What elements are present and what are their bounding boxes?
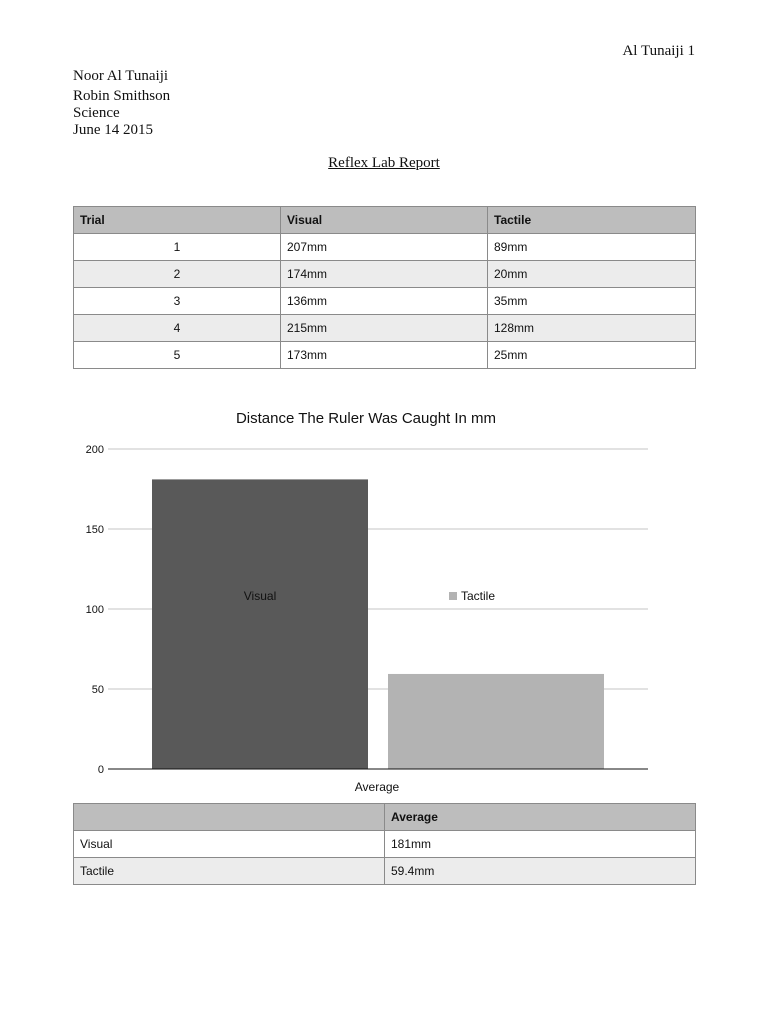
bar-tactile	[388, 674, 604, 769]
tactile-value: 25mm	[488, 342, 696, 369]
y-tick-label: 50	[91, 684, 104, 696]
tactile-value: 128mm	[488, 315, 696, 342]
header-tactile: Tactile	[488, 207, 696, 234]
measure-label: Visual	[74, 831, 385, 858]
y-tick-label: 0	[97, 764, 104, 776]
header-trial: Trial	[74, 207, 281, 234]
trial-number: 4	[74, 315, 281, 342]
visual-value: 173mm	[281, 342, 488, 369]
trial-number: 3	[74, 288, 281, 315]
header-average: Average	[385, 804, 696, 831]
trial-table-header-row	[74, 207, 696, 234]
header-visual: Visual	[281, 207, 488, 234]
tactile-value: 35mm	[488, 288, 696, 315]
chart-svg	[60, 400, 680, 800]
y-tick-label: 150	[85, 524, 104, 536]
x-axis-label: Average	[354, 780, 400, 794]
legend-label-tactile: Tactile	[461, 589, 496, 603]
average-table	[73, 803, 696, 885]
trial-number: 1	[74, 234, 281, 261]
table-row	[74, 315, 696, 342]
subject-name: Science	[73, 105, 120, 121]
average-table-header-row	[74, 804, 696, 831]
author-block	[73, 68, 170, 139]
table-row	[74, 261, 696, 288]
chart-title: Distance The Ruler Was Caught In mm	[235, 410, 497, 427]
table-row	[74, 831, 696, 858]
trial-number: 5	[74, 342, 281, 369]
visual-value: 136mm	[281, 288, 488, 315]
y-tick-label: 100	[85, 604, 104, 616]
header-blank	[74, 804, 385, 831]
visual-value: 174mm	[281, 261, 488, 288]
document-title: Reflex Lab Report	[328, 155, 440, 171]
tactile-value: 89mm	[488, 234, 696, 261]
legend-swatch-tactile	[449, 592, 457, 600]
table-row	[74, 342, 696, 369]
table-row	[74, 858, 696, 885]
tactile-value: 20mm	[488, 261, 696, 288]
table-row	[74, 234, 696, 261]
teacher-name: Robin Smithson	[73, 88, 171, 104]
y-tick-label: 200	[85, 444, 104, 456]
report-date: June 14 2015	[73, 122, 153, 138]
table-row	[74, 288, 696, 315]
visual-value: 207mm	[281, 234, 488, 261]
average-value: 59.4mm	[385, 858, 696, 885]
average-value: 181mm	[385, 831, 696, 858]
author-name: Noor Al Tunaiji	[73, 68, 169, 84]
page-header: Al Tunaiji 1	[622, 43, 695, 59]
trial-table	[73, 206, 696, 369]
average-distance-chart	[60, 400, 680, 800]
visual-value: 215mm	[281, 315, 488, 342]
trial-number: 2	[74, 261, 281, 288]
bar-visual	[152, 479, 368, 769]
measure-label: Tactile	[74, 858, 385, 885]
legend-label-visual: Visual	[243, 589, 277, 603]
